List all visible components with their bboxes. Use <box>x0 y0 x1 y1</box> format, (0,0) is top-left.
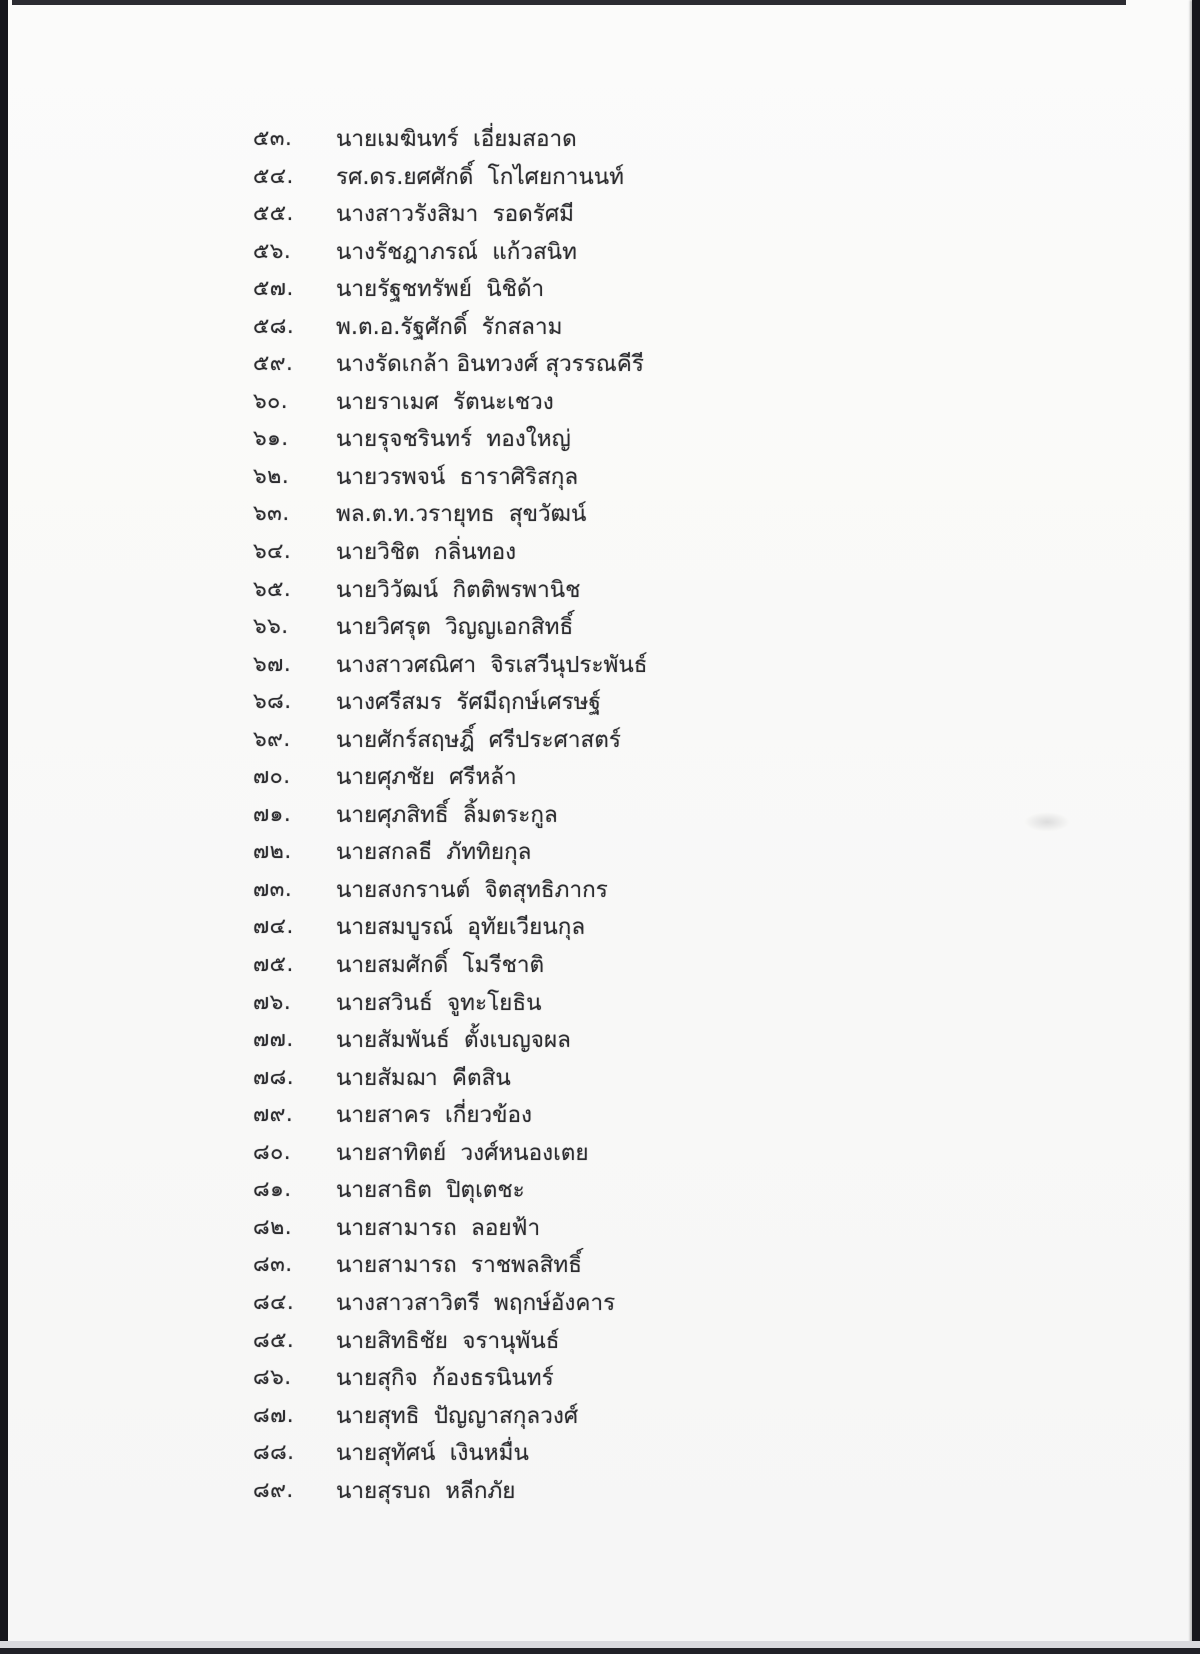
scan-bottom-band <box>0 1641 1200 1648</box>
item-name: นายสาธิต ปิตุเตชะ <box>336 1177 525 1204</box>
item-name: นางสาวสาวิตรี พฤกษ์อังคาร <box>336 1289 616 1316</box>
item-number: ๕๘. <box>253 313 295 339</box>
list-item <box>253 1177 1053 1215</box>
item-number: ๗๑. <box>253 801 292 827</box>
item-name: นายเมฆินทร์ เอี่ยมสอาด <box>336 126 577 152</box>
list-item <box>253 764 1053 802</box>
item-name: นางรัชฎาภรณ์ แก้วสนิท <box>336 238 577 265</box>
list-item <box>253 614 1053 652</box>
item-name: นางสาวรังสิมา รอดรัศมี <box>336 201 574 228</box>
item-number: ๘๑. <box>253 1177 292 1203</box>
item-number: ๖๔. <box>253 539 292 565</box>
item-number: ๘๙. <box>253 1477 294 1503</box>
item-name: นายวิชิต กลิ่นทอง <box>336 539 517 566</box>
item-name: นายสมบูรณ์ อุทัยเวียนกุล <box>336 914 586 941</box>
list-item <box>253 577 1053 615</box>
item-name: นายสิทธิชัย จรานุพันธ์ <box>336 1327 560 1354</box>
item-number: ๗๓. <box>253 876 293 902</box>
item-name: นางรัดเกล้า อินทวงศ์ สุวรรณคีรี <box>336 351 644 378</box>
item-number: ๗๙. <box>253 1102 294 1128</box>
item-name: พล.ต.ท.วรายุทธ สุขวัฒน์ <box>336 501 587 528</box>
item-number: ๕๗. <box>253 276 294 302</box>
item-number: ๘๖. <box>253 1365 292 1391</box>
scan-left-edge <box>0 0 8 1654</box>
list-item <box>253 389 1053 427</box>
item-number: ๘๘. <box>253 1440 295 1466</box>
scan-bottom-edge <box>0 1648 1200 1654</box>
list-item <box>253 126 1053 164</box>
item-name: นายสาทิตย์ วงศ์หนองเตย <box>336 1139 589 1166</box>
item-name: นายวรพจน์ ธาราศิริสกุล <box>336 463 579 490</box>
list-item <box>253 351 1053 389</box>
item-number: ๗๘. <box>253 1064 295 1090</box>
item-number: ๕๕. <box>253 201 294 227</box>
list-item <box>253 990 1053 1028</box>
name-list <box>253 126 1053 1515</box>
item-number: ๖๙. <box>253 726 291 752</box>
item-number: ๘๗. <box>253 1402 295 1428</box>
list-item <box>253 1027 1053 1065</box>
list-item <box>253 501 1053 539</box>
item-number: ๕๓. <box>253 126 293 151</box>
scan-top-edge <box>12 0 1126 5</box>
list-item <box>253 877 1053 915</box>
list-item <box>253 914 1053 952</box>
item-number: ๗๒. <box>253 839 292 865</box>
list-item <box>253 1065 1053 1103</box>
list-item <box>253 652 1053 690</box>
item-number: ๖๑. <box>253 426 289 452</box>
item-name: นายสวินธ์ จูทะโยธิน <box>336 989 542 1016</box>
list-item <box>253 1215 1053 1253</box>
item-name: นายศักร์สฤษฎิ์ ศรีประศาสตร์ <box>336 726 621 753</box>
item-name: นายสุทัศน์ เงินหมื่น <box>336 1440 529 1467</box>
item-number: ๗๗. <box>253 1027 294 1053</box>
item-name: นายสามารถ ลอยฟ้า <box>336 1214 541 1241</box>
item-name: นางสาวศณิศา จิรเสวีนุประพันธ์ <box>336 651 648 678</box>
item-number: ๕๖. <box>253 238 292 264</box>
list-item <box>253 1328 1053 1366</box>
list-item <box>253 1290 1053 1328</box>
list-item <box>253 1440 1053 1478</box>
item-name: นายสุทธิ ปัญญาสกุลวงศ์ <box>336 1402 579 1429</box>
list-item <box>253 201 1053 239</box>
item-name: นายสุกิจ ก้องธรนินทร์ <box>336 1365 554 1392</box>
item-name: นายสาคร เกี่ยวข้อง <box>336 1102 533 1129</box>
list-item <box>253 426 1053 464</box>
list-item <box>253 1252 1053 1290</box>
list-item <box>253 1365 1053 1403</box>
item-name: นายศุภสิทธิ์ ลิ้มตระกูล <box>336 801 558 828</box>
list-item <box>253 1403 1053 1441</box>
item-name: นายวิวัฒน์ กิตติพรพานิช <box>336 576 581 603</box>
list-item <box>253 839 1053 877</box>
item-number: ๘๔. <box>253 1289 295 1315</box>
list-item <box>253 239 1053 277</box>
list-item <box>253 164 1053 202</box>
list-item <box>253 1102 1053 1140</box>
item-number: ๖๐. <box>253 388 289 414</box>
item-name: นายศุภชัย ศรีหล้า <box>336 764 517 791</box>
item-name: นายวิศรุต วิญญเอกสิทธิ์ <box>336 614 574 641</box>
item-number: ๖๓. <box>253 501 290 527</box>
item-name: นายสุรบถ หลีกภัย <box>336 1477 516 1504</box>
item-name: นายสัมพันธ์ ตั้งเบญจผล <box>336 1027 571 1054</box>
item-name: นายสกลธี ภัททิยกุล <box>336 839 532 866</box>
item-name: นายรัฐชทรัพย์ นิชิด้า <box>336 276 545 303</box>
item-number: ๕๙. <box>253 351 294 377</box>
item-number: ๖๖. <box>253 614 289 640</box>
item-name: นางศรีสมร รัศมีฤกษ์เศรษฐ์ <box>336 689 601 716</box>
item-number: ๖๘. <box>253 689 292 715</box>
list-item <box>253 727 1053 765</box>
item-number: ๕๔. <box>253 163 294 189</box>
item-name: นายรุจชรินทร์ ทองใหญ่ <box>336 426 571 453</box>
item-number: ๖๒. <box>253 463 290 489</box>
item-name: นายสงกรานต์ จิตสุทธิภากร <box>336 876 608 903</box>
list-item <box>253 802 1053 840</box>
item-number: ๘๕. <box>253 1327 295 1353</box>
list-item <box>253 539 1053 577</box>
item-number: ๗๖. <box>253 989 292 1015</box>
item-number: ๖๕. <box>253 576 292 602</box>
item-number: ๗๕. <box>253 952 294 978</box>
list-item <box>253 1140 1053 1178</box>
list-item <box>253 464 1053 502</box>
item-name: รศ.ดร.ยศศักดิ์ โกไศยกานนท์ <box>336 163 624 190</box>
item-name: นายสมศักดิ์ โมรีชาติ <box>336 952 545 979</box>
item-number: ๘๐. <box>253 1139 292 1165</box>
item-name: นายสามารถ ราชพลสิทธิ์ <box>336 1252 582 1279</box>
item-name: นายราเมศ รัตนะเชวง <box>336 388 554 415</box>
item-number: ๘๒. <box>253 1214 293 1240</box>
list-item <box>253 689 1053 727</box>
scan-right-edge <box>1192 0 1200 1654</box>
item-number: ๗๐. <box>253 764 291 790</box>
item-number: ๘๓. <box>253 1252 293 1278</box>
item-number: ๖๗. <box>253 651 292 677</box>
list-item <box>253 276 1053 314</box>
item-name: นายสัมฌา คีตสิน <box>336 1064 511 1091</box>
list-item <box>253 1478 1053 1516</box>
list-item <box>253 952 1053 990</box>
item-name: พ.ต.อ.รัฐศักดิ์ รักสลาม <box>336 313 563 340</box>
item-number: ๗๔. <box>253 914 294 940</box>
list-item <box>253 314 1053 352</box>
